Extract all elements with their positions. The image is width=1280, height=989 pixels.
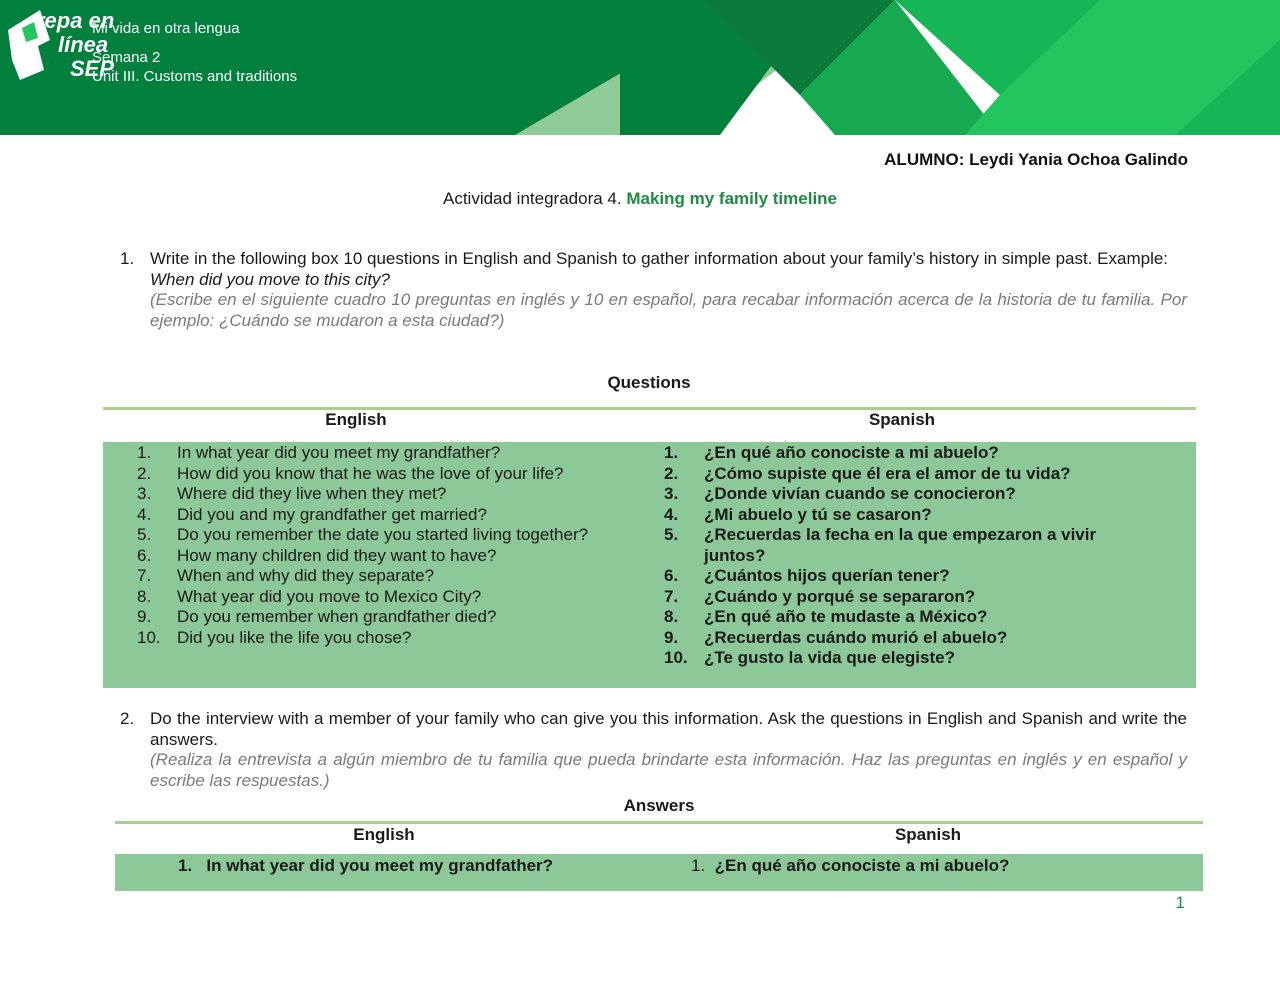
english-question-number: 7. bbox=[137, 566, 152, 585]
english-question-text: In what year did you meet my grandfather? bbox=[177, 443, 501, 462]
activity-name: Making my family timeline bbox=[626, 189, 838, 208]
english-questions-list bbox=[137, 443, 592, 648]
english-question-text: Did you like the life you chose? bbox=[177, 627, 412, 647]
spanish-question-text: ¿En qué año conociste a mi abuelo? bbox=[704, 443, 999, 462]
course-title: Mi vida en otra lengua bbox=[92, 20, 240, 37]
english-question-number: 2. bbox=[137, 463, 152, 483]
page-number: 1 bbox=[1175, 893, 1185, 912]
english-question-text: Where did they live when they met? bbox=[177, 484, 447, 503]
english-question-item bbox=[137, 566, 592, 587]
english-question-number: 4. bbox=[137, 504, 152, 524]
english-question-text: How did you know that he was the love of your life? bbox=[177, 463, 564, 483]
questions-english-header: English bbox=[325, 410, 387, 429]
spanish-question-item bbox=[664, 525, 1134, 566]
spanish-question-text: ¿Cuántos hijos querían tener? bbox=[704, 566, 950, 585]
instruction-2 bbox=[120, 709, 1187, 791]
answer-spanish-1-text: ¿En qué año conociste a mi abuelo? bbox=[714, 856, 1010, 875]
spanish-question-item bbox=[664, 443, 1134, 464]
header-banner bbox=[0, 0, 1280, 135]
spanish-question-text: ¿Recuerdas la fecha en la que empezaron a vivir juntos? bbox=[704, 525, 1097, 565]
spanish-question-number: 6. bbox=[664, 566, 679, 585]
spanish-question-item bbox=[664, 464, 1134, 485]
english-question-text: Do you remember the date you started living together? bbox=[177, 525, 589, 544]
week-label: Semana 2 bbox=[92, 49, 161, 66]
answers-spanish-header: Spanish bbox=[894, 825, 962, 844]
spanish-question-item bbox=[664, 607, 1134, 628]
spanish-question-number: 5. bbox=[664, 525, 679, 544]
spanish-question-text: ¿Cómo supiste que él era el amor de tu vida? bbox=[704, 463, 1071, 483]
instruction-1-spanish: (Escribe en el siguiente cuadro 10 preguntas en inglés y 10 en español, para recabar información acerca de la historia de tu familia. Por ejemplo: ¿Cuándo se mudaron a esta ciudad?) bbox=[150, 290, 1187, 330]
answer-english-1-text: In what year did you meet my grandfather? bbox=[206, 856, 554, 875]
english-question-number: 8. bbox=[137, 586, 152, 606]
spanish-question-number: 10. bbox=[664, 648, 688, 667]
english-question-text: When and why did they separate? bbox=[177, 566, 435, 585]
spanish-question-item bbox=[664, 587, 1134, 608]
answer-english-1-number: 1. bbox=[178, 856, 193, 875]
unit-label: Unit III. Customs and traditions bbox=[92, 68, 298, 85]
answers-title: Answers bbox=[623, 796, 695, 815]
english-question-item bbox=[137, 464, 592, 485]
english-question-number: 9. bbox=[137, 607, 152, 626]
english-question-item bbox=[137, 628, 592, 649]
spanish-question-number: 8. bbox=[664, 607, 679, 626]
spanish-question-number: 3. bbox=[664, 484, 679, 503]
answer-spanish-1-number: 1. bbox=[691, 856, 706, 875]
answers-english-header: English bbox=[353, 825, 415, 844]
spanish-question-number: 7. bbox=[664, 586, 679, 606]
english-question-item bbox=[137, 607, 592, 628]
questions-title: Questions bbox=[607, 373, 691, 392]
svg-text:línea: línea bbox=[58, 32, 109, 57]
answers-rule bbox=[115, 821, 1203, 824]
spanish-question-item bbox=[664, 628, 1134, 649]
spanish-question-number: 9. bbox=[664, 627, 679, 647]
activity-title bbox=[0, 189, 1280, 209]
instruction-1 bbox=[120, 249, 1187, 331]
spanish-questions-list bbox=[664, 443, 1134, 669]
english-question-number: 6. bbox=[137, 545, 152, 565]
english-question-item bbox=[137, 525, 592, 546]
english-question-text: What year did you move to Mexico City? bbox=[177, 586, 482, 606]
spanish-question-item bbox=[664, 566, 1134, 587]
spanish-question-text: ¿Donde vivían cuando se conocieron? bbox=[704, 484, 1016, 503]
english-question-text: Do you remember when grandfather died? bbox=[177, 607, 497, 626]
student-name: ALUMNO: Leydi Yania Ochoa Galindo bbox=[884, 150, 1188, 169]
english-question-text: Did you and my grandfather get married? bbox=[177, 504, 487, 524]
instruction-1-text: Write in the following box 10 questions in English and Spanish to gather information about your family’s history in simple past. Example: bbox=[150, 249, 1169, 268]
english-question-number: 3. bbox=[137, 484, 152, 503]
instruction-1-example: When did you move to this city? bbox=[150, 269, 391, 289]
spanish-question-text: ¿Cuándo y porqué se separaron? bbox=[704, 586, 976, 606]
answer-english-1 bbox=[178, 856, 553, 876]
spanish-question-number: 1. bbox=[664, 443, 679, 462]
activity-prefix: Actividad integradora 4. bbox=[442, 189, 627, 208]
svg-text:repa en: repa en bbox=[36, 8, 115, 33]
english-question-text: How many children did they want to have? bbox=[177, 545, 497, 565]
spanish-question-item bbox=[664, 505, 1134, 526]
english-question-item bbox=[137, 484, 592, 505]
english-question-number: 1. bbox=[137, 443, 152, 462]
instruction-2-number: 2. bbox=[120, 709, 135, 728]
spanish-question-text: ¿En qué año te mudaste a México? bbox=[704, 607, 988, 626]
spanish-question-number: 4. bbox=[664, 504, 679, 524]
english-question-item bbox=[137, 587, 592, 608]
spanish-question-text: ¿Mi abuelo y tú se casaron? bbox=[704, 504, 932, 524]
answer-spanish-1 bbox=[691, 856, 1009, 876]
english-question-item bbox=[137, 443, 592, 464]
instruction-2-spanish: (Realiza la entrevista a algún miembro de tu familia que pueda brindarte esta información. Haz las preguntas en inglés y en español y escribe las respuestas.) bbox=[150, 750, 1187, 790]
instruction-1-number: 1. bbox=[120, 249, 135, 268]
questions-spanish-header: Spanish bbox=[868, 410, 936, 429]
spanish-question-number: 2. bbox=[664, 463, 679, 483]
prepa-en-linea-logo bbox=[0, 0, 120, 92]
svg-text:SEP: SEP bbox=[70, 56, 115, 81]
english-question-item bbox=[137, 546, 592, 567]
english-question-number: 10. bbox=[137, 627, 161, 647]
english-question-item bbox=[137, 505, 592, 526]
spanish-question-item bbox=[664, 484, 1134, 505]
spanish-question-text: ¿Recuerdas cuándo murió el abuelo? bbox=[704, 627, 1008, 647]
spanish-question-text: ¿Te gusto la vida que elegiste? bbox=[704, 648, 955, 667]
english-question-number: 5. bbox=[137, 525, 152, 544]
instruction-2-text: Do the interview with a member of your family who can give you this information. Ask the questions in English and Spanish and write the answers. bbox=[150, 709, 1187, 749]
spanish-question-item bbox=[664, 648, 1134, 669]
